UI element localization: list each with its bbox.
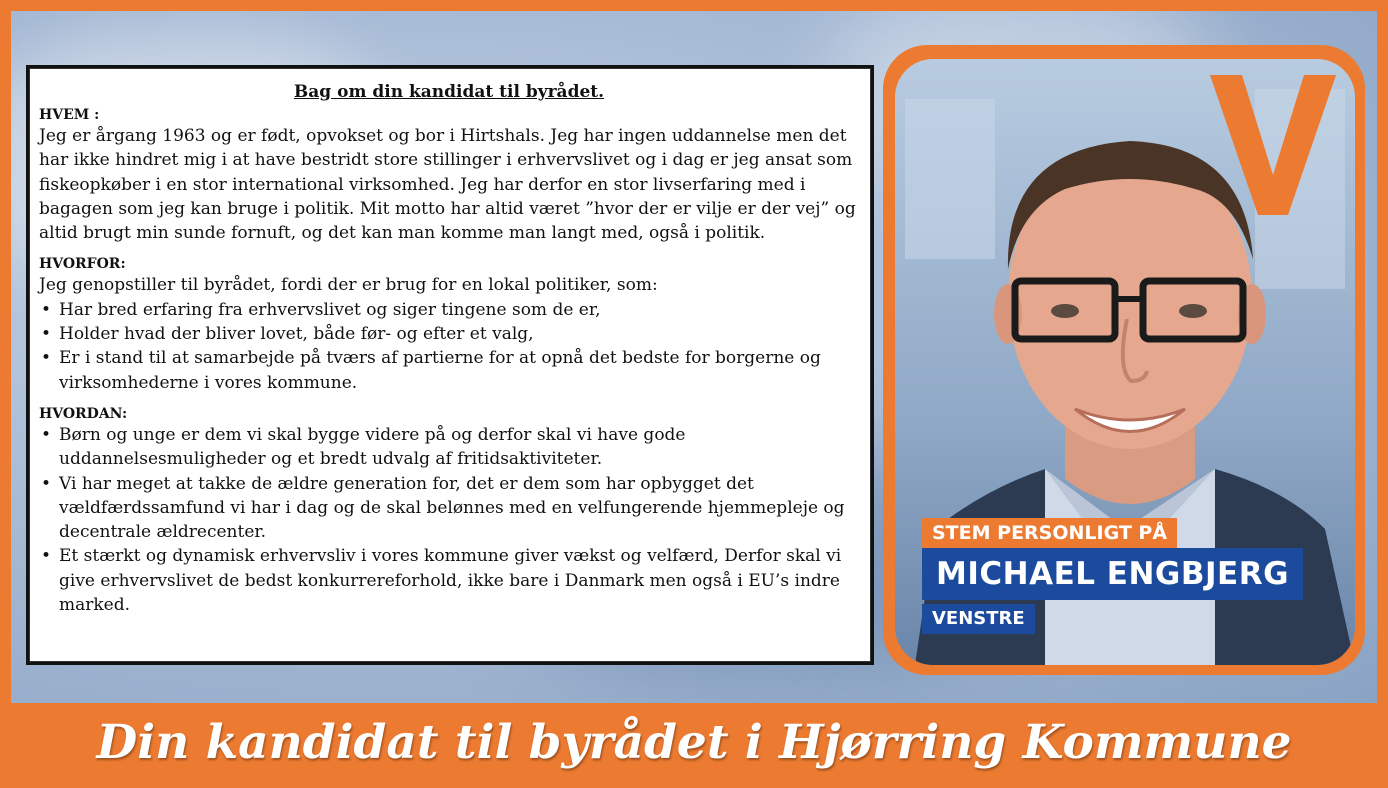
list-item: • Er i stand til at samarbejde på tværs af partierne for at opnå det bedste for borgerne og virksomhederne i vores kommune.: [41, 348, 821, 393]
hvordan-list: [39, 423, 859, 617]
venstre-logo-icon: [1210, 75, 1336, 215]
candidate-name: MICHAEL ENGBJERG: [922, 548, 1303, 600]
list-item: • Vi har meget at takke de ældre generation for, det er dem som har opbygget det vældfærdssamfund vi har i dag og de skal belønnes med en velfungerende hjemmepleje og decentrale ældrecenter.: [41, 473, 845, 543]
hvordan-label: HVORDAN:: [39, 405, 128, 422]
footer-title: Din kandidat til byrådet i Hjørring Kommune: [96, 715, 1292, 770]
list-item: • Holder hvad der bliver lovet, både før- og efter et valg,: [41, 324, 534, 345]
hvorfor-label: HVORFOR:: [39, 256, 126, 273]
hvem-label: HVEM :: [39, 107, 100, 123]
hvorfor-list: [39, 298, 859, 395]
hvem-text: Jeg er årgang 1963 og er født, opvokset og bor i Hirtshals. Jeg har ingen uddannelse men det har ikke hindret mig i at have bestridt store stillinger i erhvervslivet og i dag er jeg ansat som fiskeopkøber i en stor international virksomhed. Jeg har derfor en stor livserfaring med i bagagen som jeg kan bruge i politik. Mit motto har altid været ”hvor der er vilje er der vej” og altid brugt min sunde fornuft, og det kan man komme man langt med, også i politik.: [39, 126, 856, 244]
hvorfor-intro: Jeg genopstiller til byrådet, fordi der er brug for en lokal politiker, som:: [39, 275, 658, 296]
party-label: VENSTRE: [922, 604, 1035, 634]
bio-textbox: [26, 65, 874, 665]
list-item: • Et stærkt og dynamisk erhvervsliv i vores kommune giver vækst og velfærd, Derfor skal vi give erhvervslivet de bedst konkurrereforhold, ikke bare i Danmark men også i EU’s indre marked.: [41, 546, 842, 616]
list-item: • Har bred erfaring fra erhvervslivet og siger tingene som de er,: [41, 299, 601, 320]
list-item: • Børn og unge er dem vi skal bygge videre på og derfor skal vi have gode uddannelsesmuligheder og et bredt udvalg af fritidsaktiviteter.: [41, 424, 686, 470]
vote-label: STEM PERSONLIGT PÅ: [922, 518, 1177, 548]
bio-heading: Bag om din kandidat til byrådet.: [293, 82, 605, 102]
